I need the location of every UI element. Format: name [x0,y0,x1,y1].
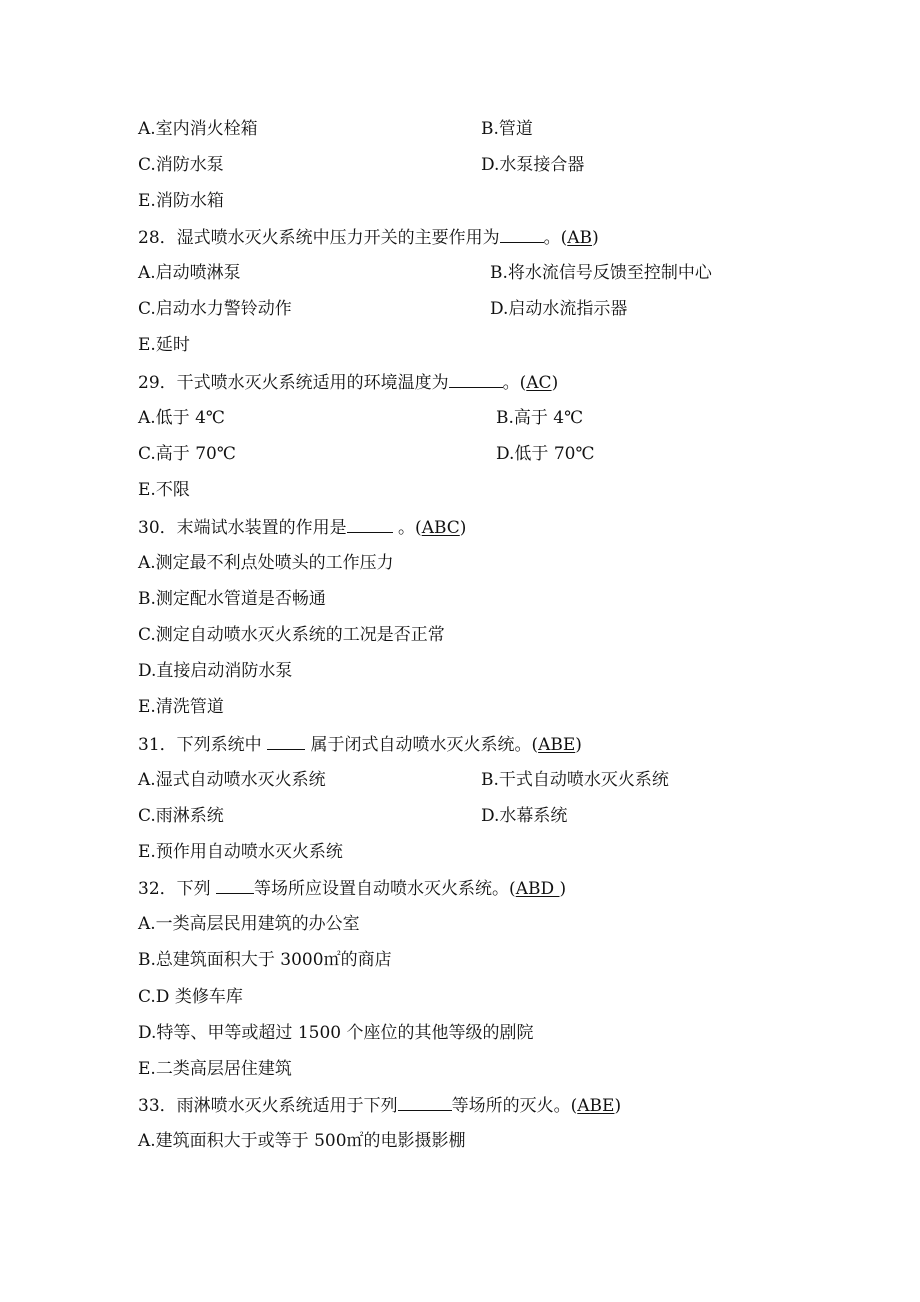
q32-option-a: A.一类高层民用建筑的办公室 [138,914,360,934]
question-stem: 下列系统中 [176,735,268,755]
question-32 [138,877,566,900]
answer-key: ABE [577,1096,615,1116]
question-stem-end: 等场所的灭火。( [451,1096,578,1116]
q30-option-c: C.测定自动喷水灭火系统的工况是否正常 [138,625,445,645]
question-stem-end: 。( [392,518,422,538]
answer-blank [449,371,503,388]
answer-key: ABC [421,518,460,538]
question-stem: 末端试水装置的作用是 [176,518,347,538]
question-29 [138,371,558,394]
question-stem: 湿式喷水灭火系统中压力开关的主要作用为 [176,228,500,248]
q32-option-d: D.特等、甲等或超过 1500 个座位的其他等级的剧院 [138,1023,534,1043]
question-number: 30． [138,518,177,538]
answer-key: AC [526,373,552,393]
question-number: 31． [138,735,177,755]
q30-option-d: D.直接启动消防水泵 [138,661,293,681]
question-30 [138,516,466,539]
answer-close: ) [575,735,582,755]
q27-option-a: A.室内消火栓箱 [138,119,258,139]
answer-blank [500,226,544,243]
q31-option-d: D.水幕系统 [481,806,568,826]
answer-close: ) [551,373,559,393]
answer-key: AB [567,228,593,248]
answer-key: ABD [515,879,560,899]
question-stem-end: 等场所应设置自动喷水灭火系统。( [254,879,516,899]
answer-blank [347,516,393,533]
question-stem: 雨淋喷水灭火系统适用于下列 [176,1096,398,1116]
q28-option-a: A.启动喷淋泵 [138,263,241,283]
q29-option-b: B.高于 4℃ [496,408,584,428]
q27-option-b: B.管道 [481,119,533,139]
q29-option-a: A.低于 4℃ [138,408,225,428]
q28-option-e: E.延时 [138,335,190,355]
q29-option-d: D.低于 70℃ [496,444,595,464]
answer-key: ABE [538,735,576,755]
q31-option-a: A.湿式自动喷水灭火系统 [138,770,326,790]
answer-close: ) [459,518,467,538]
q30-option-b: B.测定配水管道是否畅通 [138,589,326,609]
question-number: 32． [138,879,177,899]
q27-option-c: C.消防水泵 [138,155,224,175]
q28-option-c: C.启动水力警铃动作 [138,299,292,319]
question-number: 29． [138,373,177,393]
q27-option-e: E.消防水箱 [138,191,224,211]
q27-option-d: D.水泵接合器 [481,155,585,175]
q31-option-c: C.雨淋系统 [138,806,224,826]
question-stem-end: 属于闭式自动喷水灭火系统。( [305,735,539,755]
answer-blank [267,733,305,750]
question-number: 28． [138,228,177,248]
question-stem: 干式喷水灭火系统适用的环境温度为 [176,373,449,393]
question-stem-end: 。( [543,228,568,248]
answer-blank [398,1094,452,1111]
answer-close: ) [614,1096,622,1116]
q28-option-d: D.启动水流指示器 [490,299,628,319]
q33-option-a: A.建筑面积大于或等于 500㎡的电影摄影棚 [138,1131,466,1151]
q32-option-c: C.D 类修车库 [138,987,243,1007]
q32-option-e: E.二类高层居住建筑 [138,1059,292,1079]
q28-option-b: B.将水流信号反馈至控制中心 [490,263,712,283]
answer-blank [216,877,254,894]
q30-option-a: A.测定最不利点处喷头的工作压力 [138,553,394,573]
question-28 [138,226,599,249]
q30-option-e: E.清洗管道 [138,697,224,717]
question-stem: 下列 [176,879,217,899]
q29-option-e: E.不限 [138,480,190,500]
question-stem-end: 。( [502,373,527,393]
q31-option-e: E.预作用自动喷水灭火系统 [138,842,343,862]
q29-option-c: C.高于 70℃ [138,444,236,464]
question-number: 33． [138,1096,177,1116]
question-33 [138,1094,621,1117]
answer-close: ) [592,228,599,248]
answer-close: ) [559,879,567,899]
question-31 [138,733,582,756]
q31-option-b: B.干式自动喷水灭火系统 [481,770,669,790]
q32-option-b: B.总建筑面积大于 3000㎡的商店 [138,950,392,970]
